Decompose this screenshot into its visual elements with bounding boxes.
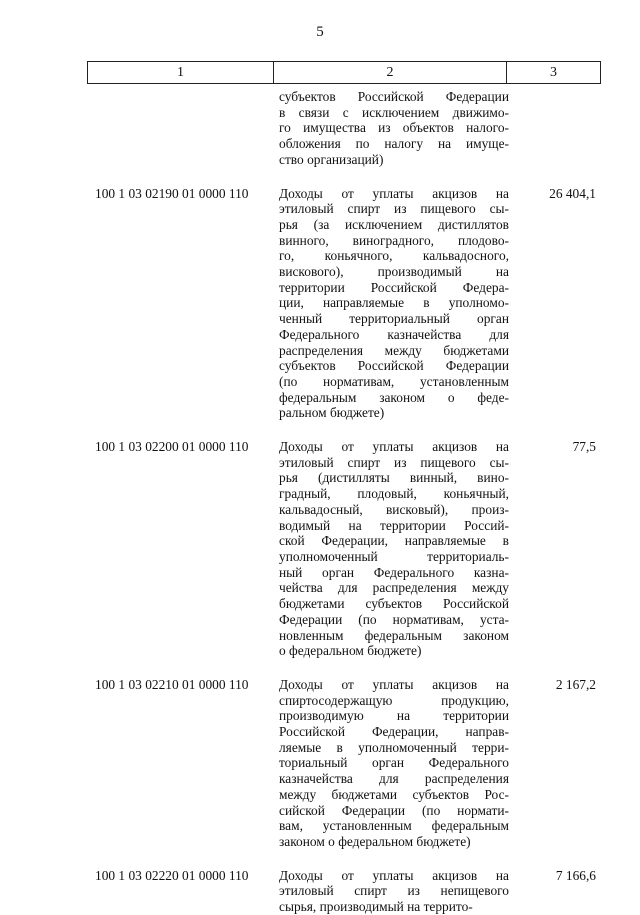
amount-value: 26 404,1 bbox=[549, 185, 596, 201]
revenue-description bbox=[279, 868, 509, 915]
description-line: Доходы от уплаты акцизов на bbox=[279, 185, 509, 201]
description-line: (по нормативам, установленным bbox=[279, 373, 509, 389]
description-line: ториальный орган Федерального bbox=[279, 755, 509, 771]
column-header-2: 2 bbox=[274, 62, 507, 84]
description-line: ральном бюджете) bbox=[279, 405, 385, 421]
description-line: субъектов Российской Федерации bbox=[279, 358, 509, 374]
description-line: Российской Федерации, направ- bbox=[279, 724, 509, 740]
revenue-description bbox=[279, 439, 509, 659]
header-row bbox=[88, 62, 601, 84]
budget-code: 100 1 03 02190 01 0000 110 bbox=[95, 185, 249, 201]
table-row bbox=[87, 439, 600, 659]
table-body bbox=[87, 84, 600, 915]
description-line: территории Российской Федера- bbox=[279, 279, 509, 295]
description-line: ченный территориальный орган bbox=[279, 311, 509, 327]
description-line: ство организаций) bbox=[279, 151, 384, 167]
description-line: казначейства для распределения bbox=[279, 771, 509, 787]
table-header bbox=[87, 61, 601, 84]
description-line: сийской Федерации (по нормати- bbox=[279, 802, 509, 818]
description-line: водимый на территории Россий- bbox=[279, 517, 509, 533]
description-line: ный орган Федерального казна- bbox=[279, 564, 509, 580]
description-line: этиловый спирт из непищевого bbox=[279, 883, 509, 899]
amount-value: 77,5 bbox=[572, 439, 596, 455]
description-line: Доходы от уплаты акцизов на bbox=[279, 676, 509, 692]
description-line: Доходы от уплаты акцизов на bbox=[279, 867, 509, 883]
description-line: спиртосодержащую продукцию, bbox=[279, 692, 509, 708]
description-line: сырья, производимый на террито- bbox=[279, 899, 473, 915]
description-line: го имущества из объектов налого- bbox=[279, 120, 509, 136]
description-line: этиловый спирт из пищевого сы- bbox=[279, 454, 509, 470]
description-line: го, коньячного, кальвадосного, bbox=[279, 248, 509, 264]
revenue-description bbox=[279, 89, 509, 168]
column-header-1: 1 bbox=[88, 62, 274, 84]
description-line: уполномоченный территориаль- bbox=[279, 548, 509, 564]
description-line: между бюджетами субъектов Рос- bbox=[279, 786, 509, 802]
description-line: производимую на территории bbox=[279, 708, 509, 724]
budget-code: 100 1 03 02210 01 0000 110 bbox=[95, 676, 249, 692]
page-number: 5 bbox=[316, 24, 324, 40]
table-row bbox=[87, 868, 600, 915]
description-line: распределения между бюджетами bbox=[279, 342, 509, 358]
description-line: этиловый спирт из пищевого сы- bbox=[279, 201, 509, 217]
description-line: винного, виноградного, плодово- bbox=[279, 232, 509, 248]
table-row bbox=[87, 89, 600, 168]
budget-code: 100 1 03 02200 01 0000 110 bbox=[95, 439, 249, 455]
description-line: градный, плодовый, коньячный, bbox=[279, 486, 509, 502]
table-row bbox=[87, 186, 600, 422]
amount-value: 2 167,2 bbox=[555, 676, 596, 692]
description-line: законом о федеральном бюджете) bbox=[279, 833, 471, 849]
column-header-3: 3 bbox=[507, 62, 601, 84]
budget-code: 100 1 03 02220 01 0000 110 bbox=[95, 867, 249, 883]
description-line: вискового), производимый на bbox=[279, 264, 509, 280]
table-row bbox=[87, 677, 600, 850]
description-line: кальвадосный, висковый), произ- bbox=[279, 501, 509, 517]
description-line: Федерального казначейства для bbox=[279, 326, 509, 342]
description-line: Доходы от уплаты акцизов на bbox=[279, 439, 509, 455]
description-line: о федеральном бюджете) bbox=[279, 643, 422, 659]
description-line: чейства для распределения между bbox=[279, 580, 509, 596]
revenue-description bbox=[279, 186, 509, 422]
description-line: обложения по налогу на имуще- bbox=[279, 136, 509, 152]
revenue-description bbox=[279, 677, 509, 850]
amount-value: 7 166,6 bbox=[555, 867, 596, 883]
description-line: рья (дистилляты винный, вино- bbox=[279, 470, 509, 486]
description-line: субъектов Российской Федерации bbox=[279, 89, 509, 104]
description-line: ции, направляемые в уполномо- bbox=[279, 295, 509, 311]
description-line: федеральным законом о феде- bbox=[279, 389, 509, 405]
description-line: бюджетами субъектов Российской bbox=[279, 596, 509, 612]
description-line: ляемые в уполномоченный терри- bbox=[279, 739, 509, 755]
description-line: Федерации (по нормативам, уста- bbox=[279, 611, 509, 627]
description-line: ской Федерации, направляемые в bbox=[279, 533, 509, 549]
description-line: в связи с исключением движимо- bbox=[279, 104, 509, 120]
description-line: новленным федеральным законом bbox=[279, 627, 509, 643]
description-line: вам, установленным федеральным bbox=[279, 818, 509, 834]
description-line: рья (за исключением дистиллятов bbox=[279, 216, 509, 232]
